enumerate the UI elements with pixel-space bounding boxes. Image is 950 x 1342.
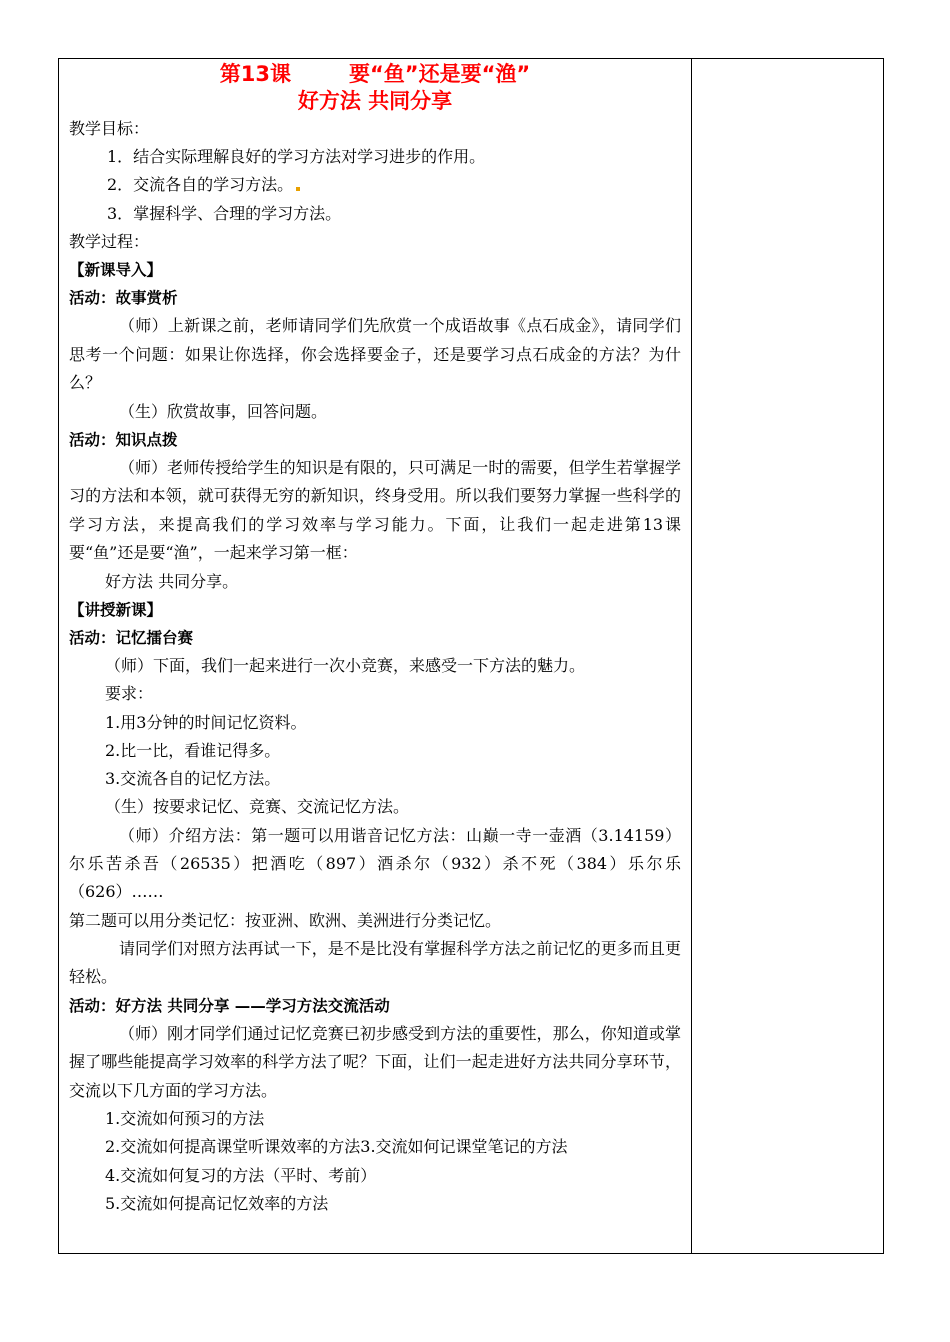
goal-item: 3．掌握科学、合理的学习方法。 [107,203,342,223]
paragraph: 好方法 共同分享。 [105,571,239,591]
lesson-subtitle: 好方法 共同分享 [297,89,453,113]
section-heading-new-lesson: 【讲授新课】 [69,600,163,619]
activity-heading: 活动：记忆擂台赛 [69,629,194,648]
goals-heading: 教学目标： [69,119,150,138]
paragraph: （师）下面，我们一起来进行一次小竞赛，来感受一下方法的魅力。 [105,656,586,676]
requirement-item: 3.交流各自的记忆方法。 [105,769,281,789]
main-cell [69,59,681,1218]
paragraph: 第二题可以用分类记忆：按亚洲、欧洲、美洲进行分类记忆。 [69,910,502,930]
goal-item: 2．交流各自的学习方法。 [69,171,681,199]
requirement-item: 1.用3分钟的时间记忆资料。 [105,712,307,732]
highlight-mark [296,187,300,191]
process-heading: 教学过程： [69,231,150,251]
paragraph: 请同学们对照方法再试一下，是不是比没有掌握科学方法之前记忆的更多而且更轻松。 [69,938,681,987]
paragraph: （师）上新课之前，老师请同学们先欣赏一个成语故事《点石成金》，请同学们思考一个问题：如果让你选择，你会选择要金子，还是要学习点石成金的方法？为什么？ [69,316,681,393]
lesson-table [58,58,884,1254]
column-divider [691,59,692,1253]
paragraph: （师）介绍方法：第一题可以用谐音记忆方法：山巅一寺一壶酒（3.14159）尔乐苦杀吾（26535）把酒吃（897）酒杀尔（932）杀不死（384）乐尔乐（626）…… [69,825,681,902]
method-item: 4.交流如何复习的方法（平时、考前） [105,1165,377,1185]
title-block [69,61,681,115]
activity-heading: 活动：故事赏析 [69,289,178,308]
method-item: 5.交流如何提高记忆效率的方法 [105,1193,329,1213]
activity-heading: 活动：好方法 共同分享 ——学习方法交流活动 [69,996,390,1015]
lesson-number: 第13课 [219,62,291,86]
requirements-label: 要求： [105,684,154,704]
paragraph: （生）按要求记忆、竞赛、交流记忆方法。 [105,797,410,817]
activity-heading: 活动：知识点拨 [69,430,178,449]
goal-item: 1．结合实际理解良好的学习方法对学习进步的作用。 [107,147,486,167]
paragraph: （生）欣赏故事，回答问题。 [119,401,328,421]
paragraph: （师）刚才同学们通过记忆竞赛已初步感受到方法的重要性，那么，你知道或掌握了哪些能提高学习效率的科学方法了呢？下面，让们一起走进好方法共同分享环节，交流以下几方面的学习方法。 [69,1023,681,1100]
lesson-topic: 要“鱼”还是要“渔” [349,62,531,86]
paragraph: （师）老师传授给学生的知识是有限的，只可满足一时的需要，但学生若掌握学习的方法和本领，就可获得无穷的新知识，终身受用。所以我们要努力掌握一些科学的学习方法，来提高我们的学习效率与学习能力。下面，让我们一起走进第13课要“鱼”还是要“渔”，一起来学习第一框： [69,458,681,563]
method-item: 2.交流如何提高课堂听课效率的方法3.交流如何记课堂笔记的方法 [105,1137,568,1157]
section-heading-intro: 【新课导入】 [69,261,163,280]
method-item: 1.交流如何预习的方法 [105,1109,265,1129]
requirement-item: 2.比一比，看谁记得多。 [105,740,281,760]
